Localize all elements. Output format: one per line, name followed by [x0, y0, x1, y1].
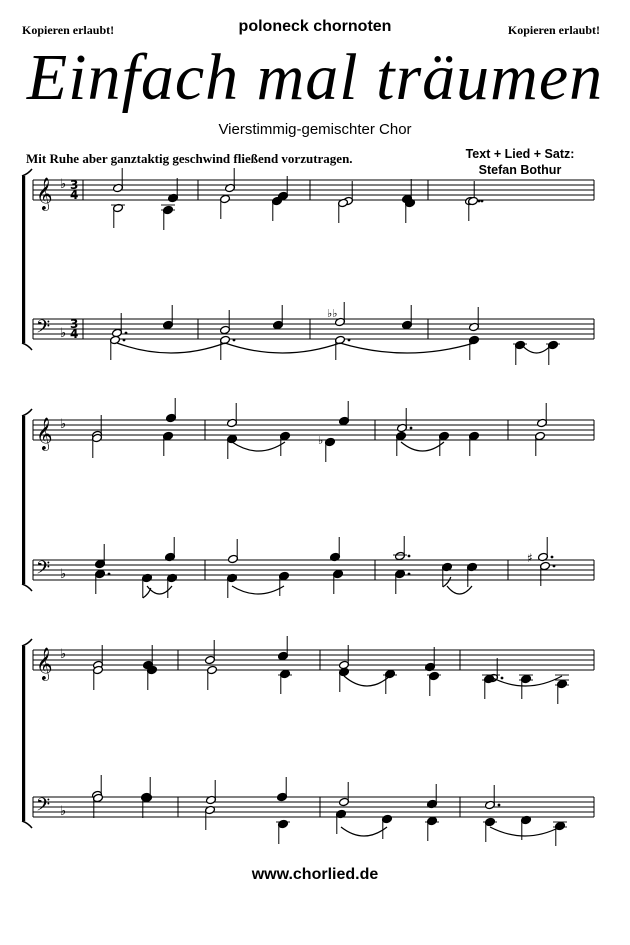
key-signature-flat-icon: ♭ [60, 567, 67, 582]
bracket-top-curl [22, 639, 32, 646]
publisher-name: poloneck chornoten [238, 18, 392, 35]
key-signature-flat-icon: ♭ [60, 804, 67, 819]
time-signature-top: 3 [70, 178, 79, 192]
augmentation-dot [410, 427, 413, 430]
bass-clef-icon: 𝄢 [36, 795, 51, 820]
flat-accidental-icon: ♭ [318, 434, 324, 447]
augmentation-dot [108, 573, 111, 576]
augmentation-dot [481, 200, 484, 203]
augmentation-dot [408, 555, 411, 558]
copy-notice-left: Kopieren erlaubt! [22, 23, 115, 37]
tie-slur [232, 442, 285, 451]
tie-slur [225, 343, 340, 353]
tie-slur [401, 442, 444, 451]
time-signature-top: 3 [70, 317, 79, 331]
bracket-top-curl [22, 409, 32, 416]
tie-slur [340, 343, 474, 353]
key-signature-flat-icon: ♭ [60, 417, 67, 432]
augmentation-dot [348, 339, 351, 342]
song-title: Einfach mal träumen [26, 41, 604, 114]
time-signature-bottom: 4 [70, 188, 79, 202]
tie-slur [344, 676, 390, 686]
system-bracket [22, 176, 25, 343]
copy-notice-right: Kopieren erlaubt! [507, 23, 600, 37]
augmentation-dot [233, 339, 236, 342]
bracket-bottom-curl [22, 343, 32, 350]
treble-clef-icon: 𝄞 [36, 647, 53, 680]
bracket-bottom-curl [22, 821, 32, 828]
tie-slur [117, 343, 225, 353]
sharp-accidental-icon: ♯ [527, 551, 533, 565]
augmentation-dot [553, 565, 556, 568]
augmentation-dot [501, 677, 504, 680]
bracket-bottom-curl [22, 584, 32, 591]
tie-slur [341, 827, 387, 836]
system-bracket [22, 416, 25, 584]
eighth-flag [443, 577, 451, 587]
augmentation-dot [551, 556, 554, 559]
system-bracket [22, 646, 25, 821]
tie-slur [447, 586, 472, 594]
treble-clef-icon: 𝄞 [36, 177, 53, 210]
tie-slur [490, 827, 560, 836]
treble-clef-icon: 𝄞 [36, 417, 53, 450]
tie-slur [232, 586, 284, 594]
bracket-top-curl [22, 169, 32, 176]
footer-url[interactable]: www.chorlied.de [251, 866, 379, 883]
augmentation-dot [123, 339, 126, 342]
bass-clef-icon: 𝄢 [36, 558, 51, 583]
credits-line-2: Stefan Bothur [478, 163, 562, 177]
augmentation-dot [498, 804, 501, 807]
song-subtitle: Vierstimmig-gemischter Chor [218, 121, 412, 138]
tempo-marking: Mit Ruhe aber ganztaktig geschwind fließend vorzutragen. [26, 151, 353, 166]
credits-line-1: Text + Lied + Satz: [465, 147, 575, 161]
key-signature-flat-icon: ♭ [60, 177, 67, 192]
key-signature-flat-icon: ♭ [60, 326, 67, 341]
augmentation-dot [408, 573, 411, 576]
double-flat-icon: ♭♭ [327, 307, 338, 320]
bass-clef-icon: 𝄢 [36, 317, 51, 342]
key-signature-flat-icon: ♭ [60, 647, 67, 662]
time-signature-bottom: 4 [70, 327, 79, 341]
augmentation-dot [125, 332, 128, 335]
